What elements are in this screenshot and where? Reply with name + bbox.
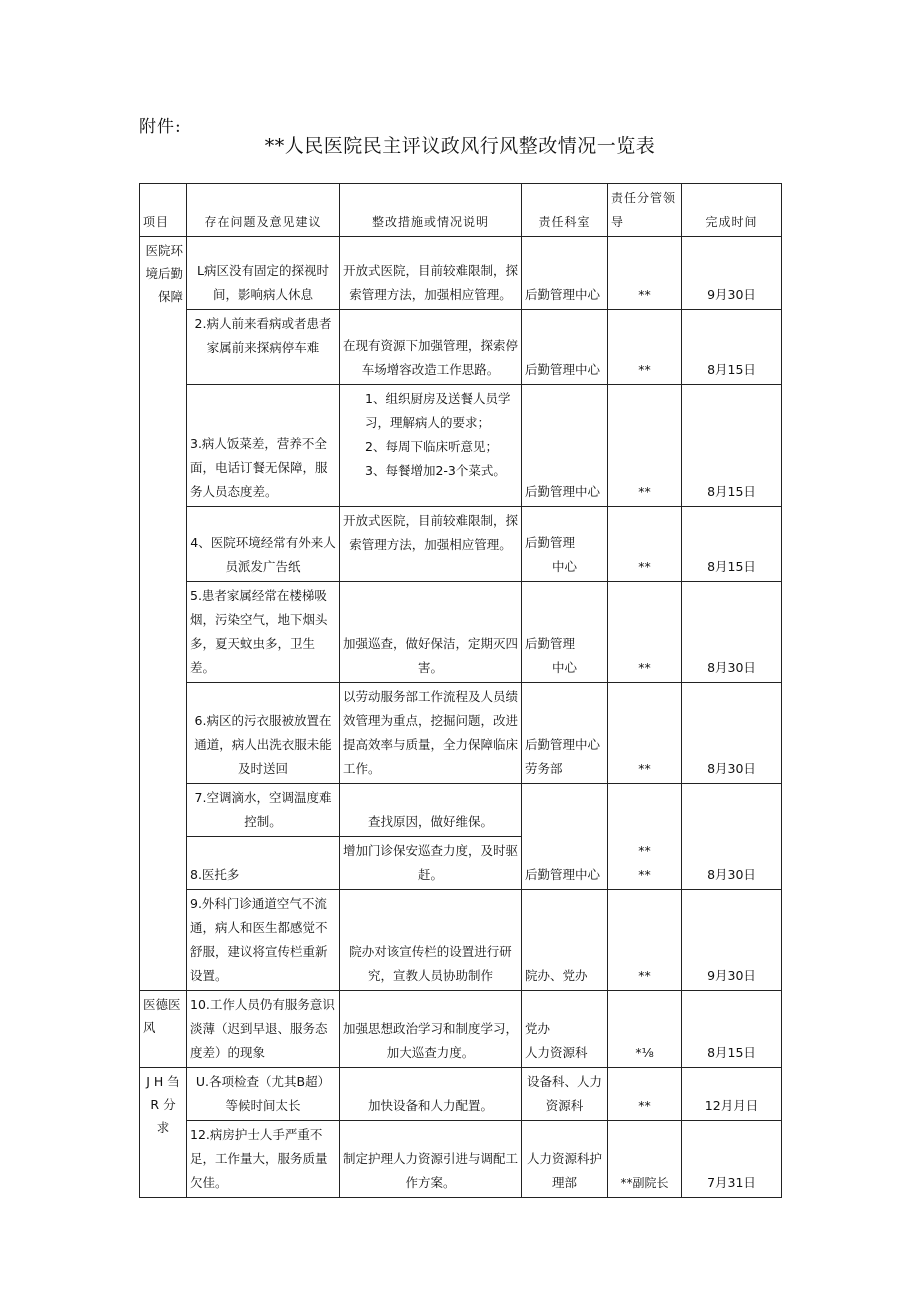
leader-cell: *⅛: [608, 991, 682, 1068]
table-row: [140, 1121, 782, 1198]
problem-cell: 2.病人前来看病或者患者家属前来探病停车难: [187, 310, 340, 385]
dept-line-1: 后勤管理中心: [525, 737, 601, 752]
table-row: [140, 784, 782, 837]
measure-cell: 查找原因，做好维保。: [340, 784, 522, 837]
header-row: [140, 184, 782, 237]
leader-cell: **: [608, 507, 682, 582]
problem-cell: 5.患者家属经常在楼梯吸烟，污染空气，地下烟头多，夏天蚊虫多，卫生差。: [187, 582, 340, 683]
time-cell: 9月30日: [682, 890, 782, 991]
category-service: J H 刍 R 分 求: [140, 1068, 187, 1198]
problem-cell: 12.病房护士人手严重不足，工作量大，服务质量欠佳。: [187, 1121, 340, 1198]
leader-line-1: **: [638, 843, 651, 858]
dept-cell: [522, 991, 608, 1068]
table-row: [140, 991, 782, 1068]
table-row: [140, 310, 782, 385]
measure-cell: 在现有资源下加强管理，探索停车场增容改造工作思路。: [340, 310, 522, 385]
leader-cell: **: [608, 237, 682, 310]
time-cell: 8月30日: [682, 784, 782, 890]
measure-item-1: 1、组织厨房及送餐人员学习，理解病人的要求；: [365, 391, 511, 430]
time-cell: 9月30日: [682, 237, 782, 310]
dept-line-2: 劳务部: [525, 761, 563, 776]
header-time: 完成时间: [682, 184, 782, 237]
table-row: [140, 582, 782, 683]
table-row: [140, 385, 782, 507]
problem-cell: 8.医托多: [187, 837, 340, 890]
table-row: [140, 237, 782, 310]
dept-cell: [522, 683, 608, 784]
dept-cell: [522, 582, 608, 683]
dept-cell: 后勤管理中心: [522, 784, 608, 890]
dept-line-1: 后勤管理: [525, 636, 576, 651]
measure-item-2: 2、每周下临床听意见；: [365, 439, 498, 454]
leader-cell: **: [608, 683, 682, 784]
header-problem: 存在问题及意见建议: [187, 184, 340, 237]
dept-cell: 人力资源科护理部: [522, 1121, 608, 1198]
time-cell: 8月15日: [682, 507, 782, 582]
problem-cell: 7.空调滴水，空调温度难控制。: [187, 784, 340, 837]
measure-cell: 开放式医院，目前较难限制，探索管理方法，加强相应管理。: [340, 507, 522, 582]
problem-cell: 10.工作人员仍有服务意识淡薄（迟到早退、服务态度差）的现象: [187, 991, 340, 1068]
dept-line-2: 中心: [551, 559, 577, 574]
dept-line-1: 党办: [525, 1021, 551, 1036]
dept-cell: 后勤管理中心: [522, 385, 608, 507]
leader-cell: **: [608, 385, 682, 507]
leader-line-2: **: [638, 867, 651, 882]
measure-cell: 开放式医院，目前较难限制，探索管理方法，加强相应管理。: [340, 237, 522, 310]
header-leader: 责任分管领导: [608, 184, 682, 237]
measure-cell: 加强巡查，做好保洁，定期灭四害。: [340, 582, 522, 683]
problem-cell: L病区没有固定的探视时间，影响病人休息: [187, 237, 340, 310]
dept-line-1: 后勤管理: [525, 535, 576, 550]
header-dept: 责任科室: [522, 184, 608, 237]
dept-cell: [522, 507, 608, 582]
problem-cell: 4、医院环境经常有外来人员派发广告纸: [187, 507, 340, 582]
dept-cell: 设备科、人力资源科: [522, 1068, 608, 1121]
time-cell: 8月15日: [682, 991, 782, 1068]
dept-cell: 院办、党办: [522, 890, 608, 991]
leader-cell: **副院长: [608, 1121, 682, 1198]
time-cell: 8月30日: [682, 582, 782, 683]
time-cell: 8月15日: [682, 310, 782, 385]
problem-cell: 9.外科门诊通道空气不流通，病人和医生都感觉不舒服，建议将宣传栏重新设置。: [187, 890, 340, 991]
category-ethics: 医德医风: [140, 991, 187, 1068]
attachment-label: 附件:: [139, 117, 182, 137]
dept-cell: 后勤管理中心: [522, 310, 608, 385]
rectification-table: [139, 183, 782, 1198]
problem-cell: 3.病人饭菜差，营养不全面，电话订餐无保障，服务人员态度差。: [187, 385, 340, 507]
page-title: **人民医院民主评议政风行风整改情况一览表: [264, 135, 656, 157]
header-item: 项目: [140, 184, 187, 237]
header-measure: 整改措施或情况说明: [340, 184, 522, 237]
time-cell: 7月31日: [682, 1121, 782, 1198]
dept-cell: 后勤管理中心: [522, 237, 608, 310]
leader-cell: **: [608, 310, 682, 385]
measure-cell: 院办对该宣传栏的设置进行研究，宣教人员协助制作: [340, 890, 522, 991]
leader-cell: **: [608, 1068, 682, 1121]
leader-cell: **: [608, 582, 682, 683]
measure-cell: 加快设备和人力配置。: [340, 1068, 522, 1121]
measure-cell: [340, 385, 522, 507]
problem-cell: U.各项检查（尤其B超）等候时间太长: [187, 1068, 340, 1121]
measure-item-3: 3、每餐增加2-3个菜式。: [365, 463, 506, 478]
table-row: [140, 890, 782, 991]
measure-cell: 加强思想政治学习和制度学习，加大巡查力度。: [340, 991, 522, 1068]
leader-cell: **: [608, 890, 682, 991]
table-row: [140, 1068, 782, 1121]
table-row: [140, 507, 782, 582]
problem-cell: 6.病区的污衣服被放置在通道，病人出洗衣服未能及时送回: [187, 683, 340, 784]
measure-cell: 增加门诊保安巡查力度，及时驱赶。: [340, 837, 522, 890]
time-cell: 8月30日: [682, 683, 782, 784]
dept-line-2: 中心: [551, 660, 577, 675]
category-env: 医院环境后勤保障: [140, 237, 187, 991]
time-cell: 8月15日: [682, 385, 782, 507]
leader-cell: [608, 784, 682, 890]
dept-line-2: 人力资源科: [525, 1045, 588, 1060]
measure-cell: 制定护理人力资源引进与调配工作方案。: [340, 1121, 522, 1198]
time-cell: 12月月日: [682, 1068, 782, 1121]
table-row: [140, 683, 782, 784]
measure-cell: 以劳动服务部工作流程及人员绩效管理为重点，挖掘问题，改进提高效率与质量，全力保障临床工作。: [340, 683, 522, 784]
